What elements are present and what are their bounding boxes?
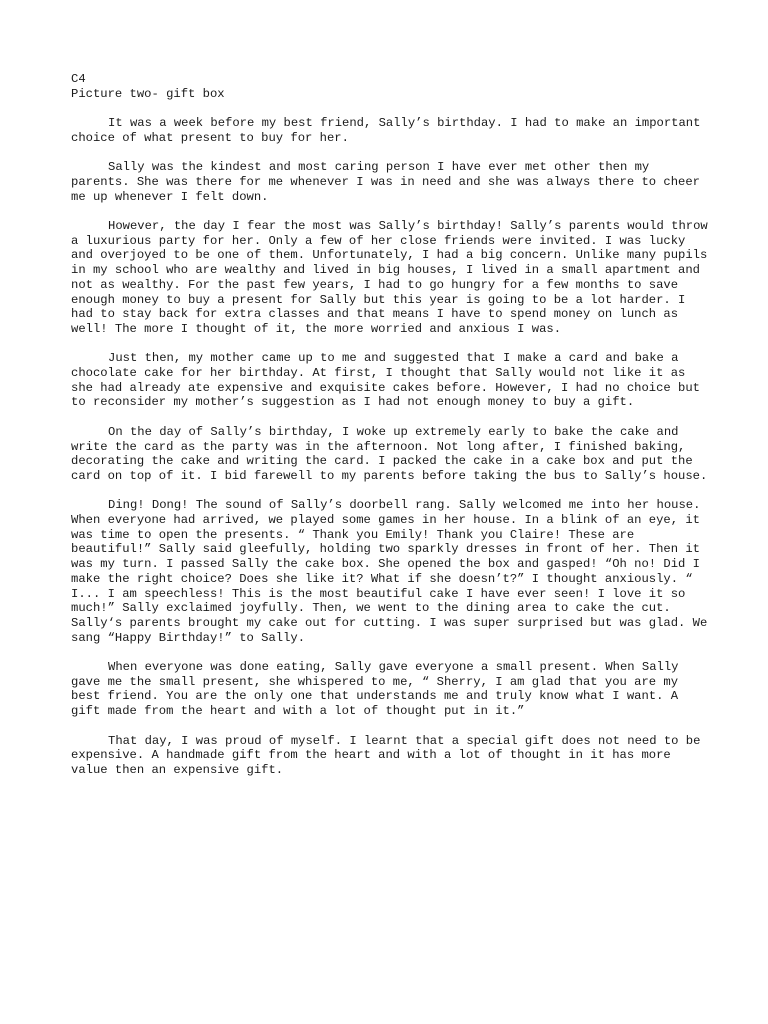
document-title: Picture two- gift box [71,86,225,101]
paragraph-8: That day, I was proud of myself. I learnt that a special gift does not need to be expensive. A handmade gift from the heart and with a lot of thought in it has more value then an expensive gift. [71,733,701,777]
paragraph-7: When everyone was done eating, Sally gave everyone a small present. When Sally gave me the small present, she whispered to me, “ Sherry, I am glad that you are my best friend. You are the only one that understands me and truly know what I want. A gift made from the heart and with a lot of thought put in it.” [71,660,679,719]
paragraph-3: However, the day I fear the most was Sally’s birthday! Sally’s parents would throw a luxurious party for her. Only a few of her close friends were invited. I was lucky and overjoyed to be one of them. Unfortunately, I had a big concern. Unlike many pupils in my school who are wealthy and lived in big houses, I lived in a small apartment and not as wealthy. For the past few years, I had to go hungry for a few months to save enough money to buy a present for Sally but this year is going to be a lot harder. I had to stay back for extra classes and that means I have to spend money on lunch as well! The more I thought of it, the more worried and anxious I was. [71,218,708,336]
document-code: C4 [71,72,86,86]
paragraph-5: On the day of Sally’s birthday, I woke up extremely early to bake the cake and write the card as the party was in the afternoon. Not long after, I finished baking, decorating the cake and writing the card. I packed the cake in a cake box and put the card on top of it. I bid farewell to my parents before taking the bus to Sally’s house. [71,424,708,483]
document-page [71,72,711,778]
paragraph-6: Ding! Dong! The sound of Sally’s doorbell rang. Sally welcomed me into her house. When everyone had arrived, we played some games in her house. In a blink of an eye, it was time to open the presents. “ Thank you Emily! Thank you Claire! These are beautiful!” Sally said gleefully, holding two sparkly dresses in front of her. Then it was my turn. I passed Sally the cake box. She opened the box and gasped! “Oh no! Did I make the right choice? Does she like it? What if she doesn’t?” I thought anxiously. “ I... I am speechless! This is the most beautiful cake I have ever seen! I love it so much!” Sally exclaimed joyfully. Then, we went to the dining area to cake the cut. Sally‘s parents brought my cake out for cutting. I was super surprised but was glad. We sang “Happy Birthday!” to Sally. [71,498,708,645]
paragraph-1: It was a week before my best friend, Sally’s birthday. I had to make an important choice of what present to buy for her. [71,116,701,145]
paragraph-2: Sally was the kindest and most caring person I have ever met other then my parents. She was there for me whenever I was in need and she was always there to cheer me up whenever I felt down. [71,160,700,204]
paragraph-4: Just then, my mother came up to me and suggested that I make a card and bake a chocolate cake for her birthday. At first, I thought that Sally would not like it as she had already ate expensive and exquisite cakes before. However, I had no choice but to reconsider my mother’s suggestion as I had not enough money to buy a gift. [71,351,700,410]
